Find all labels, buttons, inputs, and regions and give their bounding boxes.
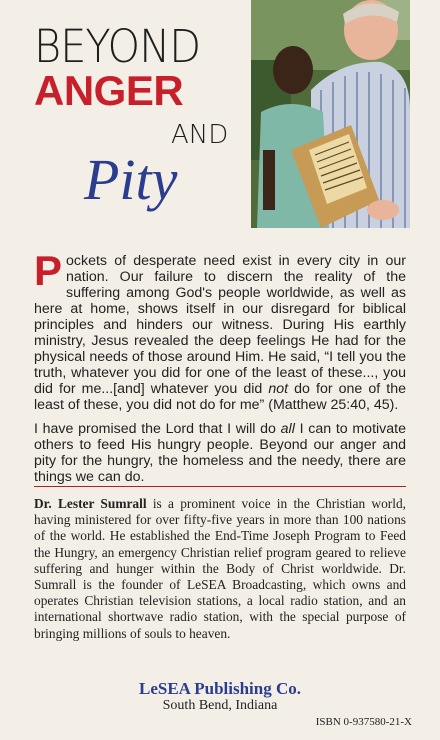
author-name: Dr. Lester Sumrall bbox=[34, 496, 147, 511]
blurb-p1-emphasis: not bbox=[268, 381, 289, 397]
title-beyond: BEYOND bbox=[34, 20, 201, 73]
blurb-p1-end: do for one of the least of these, you did not do for me” (Matthew 25:40, 45). bbox=[34, 381, 406, 413]
photo-illustration bbox=[251, 0, 410, 228]
blurb-p2-emphasis: all bbox=[280, 421, 295, 437]
blurb bbox=[34, 247, 406, 493]
cover-title bbox=[34, 20, 249, 212]
drop-cap: P bbox=[34, 247, 63, 294]
publisher-city: South Bend, Indiana bbox=[162, 698, 278, 713]
blurb-p1-text: ockets of desperate need exist in every city in our nation. Our failure to discern the reality of the suffering among God's people worldwide, as well as here at home, shows itself in our disregard for biblical principles and hinders our witness. During His earthly ministry, Jesus revealed the deep feelings He had for the physical needs of those around Him. He said, “I tell you the truth, whatever you did for one of the least of these..., you did for me...[and] whatever you did bbox=[34, 253, 406, 397]
blurb-paragraph-2 bbox=[34, 421, 406, 485]
publisher-name: LeSEA Publishing Co. bbox=[138, 679, 302, 698]
title-and: AND bbox=[171, 120, 229, 150]
blurb-p2-end: I can to motivate others to feed His hungry people. Beyond our anger and pity for the hungry, the homeless and the needy, there are things we can do. bbox=[34, 421, 406, 485]
divider bbox=[34, 486, 406, 487]
author-bio-text: is a prominent voice in the Christian world, having ministered for over fifty-five years in more than 100 nations of the world. He established the End-Time Joseph Program to Feed the Hungry, an emergency Christian relief program geared to relieve suffering and hunger within the Body of Christ worldwide. Dr. Sumrall is the founder of LeSEA Broadcasting, which owns and operates Christian television stations, a local radio station, and an international shortwave radio station, with the special purpose of bringing millions of souls to heaven. bbox=[34, 496, 407, 641]
blurb-p2-start: I have promised the Lord that I will do bbox=[34, 421, 281, 437]
author-bio bbox=[34, 496, 406, 642]
blurb-paragraph-1 bbox=[34, 247, 406, 413]
title-pity: Pity bbox=[84, 147, 178, 212]
title-anger: ANGER bbox=[34, 67, 184, 114]
cover-photo bbox=[251, 0, 410, 228]
isbn: ISBN 0-937580-21-X bbox=[315, 716, 412, 728]
